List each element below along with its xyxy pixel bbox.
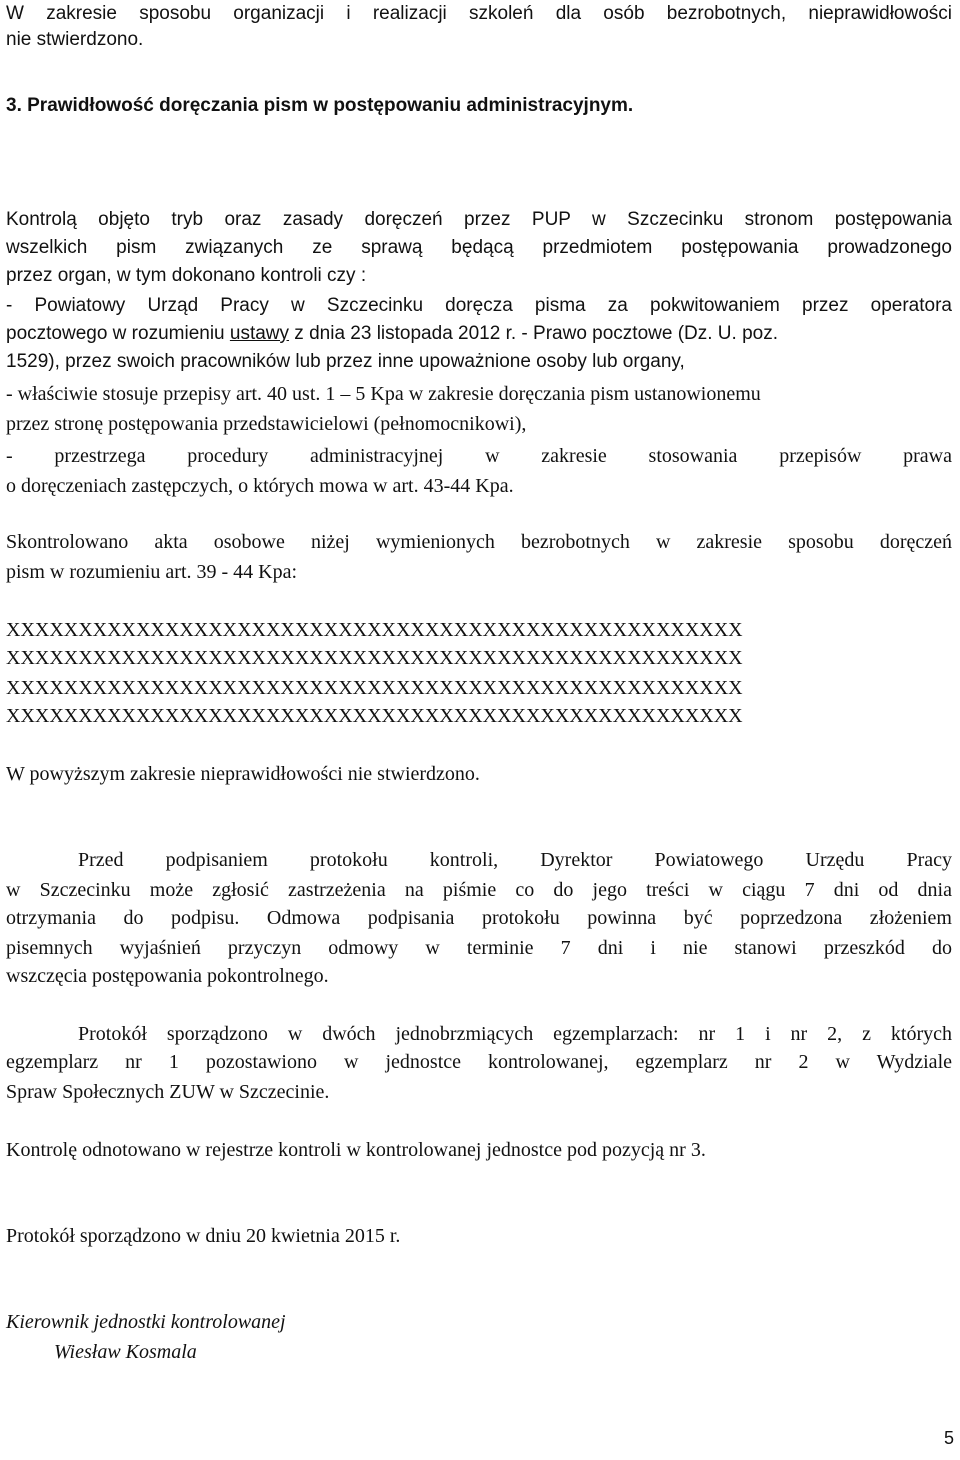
redacted-line: XXXXXXXXXXXXXXXXXXXXXXXXXXXXXXXXXXXXXXXXXXXXXXXXXXX (6, 705, 743, 727)
paragraph-text: pocztowego w rozumieniu (6, 323, 230, 344)
paragraph-line: w Szczecinku może zgłosić zastrzeżenia na piśmie co do jego treści w ciągu 7 dni od dnia (6, 879, 952, 901)
intro-line: nie stwierdzono. (6, 29, 144, 50)
paragraph-line: otrzymania do podpisu. Odmowa podpisania protokołu powinna być poprzedzona złożeniem (6, 907, 952, 929)
redacted-line: XXXXXXXXXXXXXXXXXXXXXXXXXXXXXXXXXXXXXXXXXXXXXXXXXXX (6, 647, 743, 669)
paragraph-line: 1529), przez swoich pracowników lub przez inne upoważnione osoby lub organy, (6, 351, 685, 372)
paragraph-text: z dnia 23 listopada 2012 r. - Prawo pocztowe (Dz. U. poz. (289, 323, 779, 344)
paragraph-line (6, 322, 778, 346)
paragraph-line: pisemnych wyjaśnień przyczyn odmowy w terminie 7 dni i nie stanowi przeszkód do (6, 937, 952, 959)
paragraph-line: Kontrolą objęto tryb oraz zasady doręczeń przez PUP w Szczecinku stronom postępowania (6, 209, 952, 230)
paragraph-line: przez organ, w tym dokonano kontroli czy : (6, 265, 367, 286)
paragraph-line: Skontrolowano akta osobowe niżej wymienionych bezrobotnych w zakresie sposobu doręczeń (6, 531, 952, 553)
findings-text: W powyższym zakresie nieprawidłowości nie stwierdzono. (6, 763, 480, 785)
paragraph-line: - przestrzega procedury administracyjnej w zakresie stosowania przepisów prawa (6, 445, 952, 467)
date-note: Protokół sporządzono w dniu 20 kwietnia 2015 r. (6, 1225, 401, 1247)
paragraph-line: wszczęcia postępowania pokontrolnego. (6, 965, 329, 987)
paragraph-line: przez stronę postępowania przedstawicielowi (pełnomocnikowi), (6, 413, 527, 435)
paragraph-line: wszelkich pism związanych ze sprawą będącą przedmiotem postępowania prowadzonego (6, 237, 952, 258)
paragraph-line: Spraw Społecznych ZUW w Szczecinie. (6, 1081, 330, 1103)
paragraph-line: egzemplarz nr 1 pozostawiono w jednostce kontrolowanej, egzemplarz nr 2 w Wydziale (6, 1051, 952, 1073)
ustawy-link[interactable]: ustawy (229, 323, 290, 344)
intro-line: W zakresie sposobu organizacji i realizacji szkoleń dla osób bezrobotnych, nieprawidłowości (6, 3, 952, 24)
signature-name: Wiesław Kosmala (54, 1341, 197, 1363)
paragraph-line: Przed podpisaniem protokołu kontroli, Dyrektor Powiatowego Urzędu Pracy (78, 849, 952, 871)
redacted-line: XXXXXXXXXXXXXXXXXXXXXXXXXXXXXXXXXXXXXXXXXXXXXXXXXXX (6, 677, 743, 699)
page-number: 5 (943, 1428, 954, 1448)
register-note: Kontrolę odnotowano w rejestrze kontroli w kontrolowanej jednostce pod pozycją nr 3. (6, 1139, 706, 1161)
paragraph-line: Protokół sporządzono w dwóch jednobrzmiących egzemplarzach: nr 1 i nr 2, z których (78, 1023, 952, 1045)
paragraph-line: - Powiatowy Urząd Pracy w Szczecinku doręcza pisma za pokwitowaniem przez operatora (6, 295, 952, 316)
paragraph-line: pism w rozumieniu art. 39 - 44 Kpa: (6, 561, 298, 583)
redacted-line: XXXXXXXXXXXXXXXXXXXXXXXXXXXXXXXXXXXXXXXXXXXXXXXXXXX (6, 619, 743, 641)
signature-title: Kierownik jednostki kontrolowanej (6, 1311, 286, 1333)
paragraph-line: o doręczeniach zastępczych, o których mowa w art. 43-44 Kpa. (6, 475, 514, 497)
paragraph-line: - właściwie stosuje przepisy art. 40 ust. 1 – 5 Kpa w zakresie doręczania pism ustanowionemu (6, 383, 761, 405)
section-heading: 3. Prawidłowość doręczania pism w postępowaniu administracyjnym. (6, 95, 634, 116)
